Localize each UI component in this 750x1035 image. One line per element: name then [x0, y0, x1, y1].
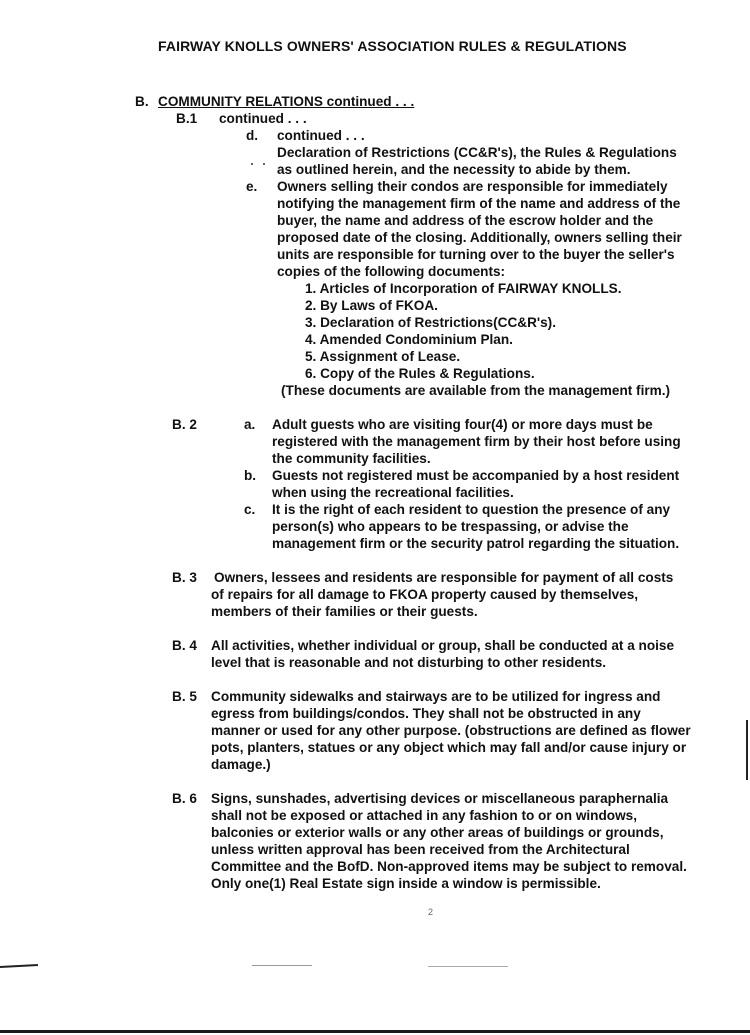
b3-number: B. 3 [172, 570, 197, 585]
text-line: Owners selling their condos are responsible for immediately [277, 179, 668, 194]
text-line: as outlined herein, and the necessity to abide by them. [277, 162, 631, 177]
text-line: buyer, the name and address of the escrow holder and the [277, 213, 654, 228]
b2-c-text [272, 501, 679, 552]
text-line: notifying the management firm of the name and address of the [277, 196, 681, 211]
b2-c-marker: c. [244, 502, 256, 517]
text-line: manner or used for any other purpose. (obstructions are defined as flower [211, 723, 691, 738]
text-line: proposed date of the closing. Additionally, owners selling their [277, 230, 682, 245]
b1-d-text [277, 144, 677, 178]
b2-a-marker: a. [244, 417, 256, 432]
text-line: unless written approval has been received from the Architectural [211, 842, 630, 857]
scan-speck [263, 163, 265, 165]
documents-note: (These documents are available from the management firm.) [281, 383, 671, 398]
text-line: pots, planters, statues or any object which may fall and/or cause injury or [211, 740, 687, 755]
b5-text [211, 705, 691, 773]
text-line: Committee and the BofD. Non-approved items may be subject to removal. [211, 859, 687, 874]
text-line: the community facilities. [272, 451, 431, 466]
text-line: Declaration of Restrictions (CC&R's), the Rules & Regulations [277, 145, 677, 160]
scan-smudge-left [0, 964, 38, 968]
text-line: management firm or the security patrol regarding the situation. [272, 536, 680, 551]
text-line: members of their families or their guests. [211, 604, 478, 619]
text-line: Guests not registered must be accompanied by a host resident [272, 468, 680, 483]
b2-number: B. 2 [172, 417, 197, 432]
b1-d-lead: continued . . . [277, 128, 365, 143]
b6-text [211, 807, 687, 892]
text-line: registered with the management firm by their host before using [272, 434, 681, 449]
b2-b-text [272, 467, 679, 501]
b2-b-marker: b. [244, 468, 257, 483]
text-line: units are responsible for turning over to the buyer the seller's [277, 247, 675, 262]
scan-dash-1 [252, 965, 312, 966]
b2-a-text [272, 416, 681, 467]
list-item: 1. Articles of Incorporation of FAIRWAY KNOLLS. [305, 281, 622, 296]
list-item: 3. Declaration of Restrictions(CC&R's). [305, 315, 556, 330]
text-line: copies of the following documents: [277, 264, 506, 279]
scan-speck [251, 163, 253, 165]
text-line: of repairs for all damage to FKOA property caused by themselves, [211, 587, 639, 602]
section-letter: B. [135, 94, 149, 109]
text-line: person(s) who appears to be trespassing, or advise the [272, 519, 629, 534]
list-item: 5. Assignment of Lease. [305, 349, 461, 364]
section-title: COMMUNITY RELATIONS continued . . . [158, 94, 415, 109]
text-line: Adult guests who are visiting four(4) or more days must be [272, 417, 653, 432]
list-item: 2. By Laws of FKOA. [305, 298, 438, 313]
b1-e-text [277, 178, 682, 280]
document-list [305, 280, 621, 382]
text-line: It is the right of each resident to question the presence of any [272, 502, 671, 517]
b5-number: B. 5 [172, 689, 197, 704]
b3-text [211, 586, 638, 620]
list-item: 6. Copy of the Rules & Regulations. [305, 366, 535, 381]
b6-first-line: Signs, sunshades, advertising devices or miscellaneous paraphernalia [211, 791, 669, 806]
scan-bottom-edge [0, 1030, 750, 1033]
b5-first-line: Community sidewalks and stairways are to be utilized for ingress and [211, 689, 661, 704]
b4-text [211, 654, 606, 671]
scan-edge-mark [746, 720, 748, 780]
b6-number: B. 6 [172, 791, 197, 806]
b1-e-marker: e. [246, 179, 258, 194]
text-line: egress from buildings/condos. They shall not be obstructed in any [211, 706, 641, 721]
text-line: Only one(1) Real Estate sign inside a window is permissible. [211, 876, 601, 891]
list-item: 4. Amended Condominium Plan. [305, 332, 513, 347]
text-line: level that is reasonable and not disturbing to other residents. [211, 655, 607, 670]
text-line: when using the recreational facilities. [272, 485, 514, 500]
b1-number: B.1 [176, 111, 198, 126]
scan-dash-2 [428, 966, 508, 967]
text-line: shall not be exposed or attached in any fashion to or on windows, [211, 808, 637, 823]
b4-first-line: All activities, whether individual or group, shall be conducted at a noise [211, 638, 675, 653]
b1-d-marker: d. [246, 128, 259, 143]
b4-number: B. 4 [172, 638, 197, 653]
text-line: balconies or exterior walls or any other areas of buildings or grounds, [211, 825, 664, 840]
page-title: FAIRWAY KNOLLS OWNERS' ASSOCIATION RULES & REGULATIONS [158, 38, 627, 54]
b1-heading: continued . . . [219, 111, 307, 126]
page-number: 2 [428, 907, 434, 917]
text-line: damage.) [211, 757, 271, 772]
b3-first-line: Owners, lessees and residents are responsible for payment of all costs [214, 570, 674, 585]
